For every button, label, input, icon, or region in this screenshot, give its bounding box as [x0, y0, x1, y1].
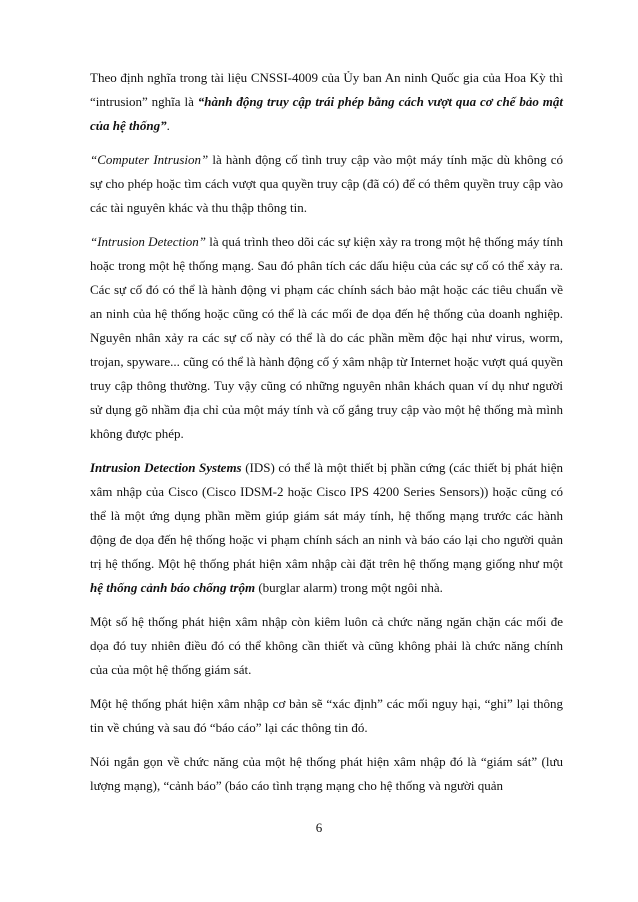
paragraph-basic-ids [90, 692, 563, 740]
paragraph-text: là hành động cố tình truy cập vào một máy tính mặc dù không có sự cho phép hoặc tìm cách vượt qua quyền truy cập (đã có) để có thêm quyền truy cập vào các tài nguyên khác và thu thập thông tin. [90, 152, 563, 215]
paragraph-text: . [166, 118, 170, 133]
paragraph-text: Một số hệ thống phát hiện xâm nhập còn kiêm luôn cả chức năng ngăn chặn các mối đe dọa đó tuy nhiên điều đó có thể không cần thiết và cũng không phải là chức năng chính của của một hệ thống giám sát. [90, 614, 563, 677]
paragraph-text: (burglar alarm) trong một ngôi nhà. [255, 580, 443, 595]
paragraph-text: là quá trình theo dõi các sự kiện xảy ra trong một hệ thống máy tính hoặc trong một hệ thống mạng. Sau đó phân tích các dấu hiệu của các sự cố có thể xảy ra. Các sự cố đó có thể là hành động vi phạm các chính sách bảo mật hoặc các tiêu chuẩn về an ninh của hệ thống hoặc cũng có thể là các mối đe dọa đến hệ thống của doanh nghiệp. Nguyên nhân xảy ra các sự cố này có thể là do các phần mềm độc hại như virus, worm, trojan, spyware... cũng có thể là hành động cố ý xâm nhập từ Internet hoặc vượt quá quyền truy cập thông thường. Tuy vậy cũng có những nguyên nhân khách quan ví dụ như người sử dụng gõ nhầm địa chỉ của một máy tính và cố gắng truy cập vào một hệ thống mà mình không được phép. [90, 234, 563, 441]
term-computer-intrusion: “Computer Intrusion” [90, 152, 209, 167]
paragraph-text: Nói ngắn gọn về chức năng của một hệ thống phát hiện xâm nhập đó là “giám sát” (lưu lượng mạng), “cảnh báo” (báo cáo tình trạng mạng cho hệ thống và người quản [90, 754, 563, 793]
paragraph-prevention [90, 610, 563, 682]
paragraph-computer-intrusion [90, 148, 563, 220]
page-number: 6 [315, 820, 323, 835]
paragraph-ids [90, 456, 563, 600]
paragraph-intrusion-detection [90, 230, 563, 446]
definition-emphasis: “hành động truy cập trái phép bằng cách vượt qua cơ chế bảo mật của hệ thống” [90, 94, 564, 133]
paragraph-text: Một hệ thống phát hiện xâm nhập cơ bản sẽ “xác định” các mối nguy hại, “ghi” lại thông tin về chúng và sau đó “báo cáo” lại các thông tin đó. [90, 696, 563, 735]
term-intrusion-detection: “Intrusion Detection” [90, 234, 206, 249]
term-intrusion-detection-systems: Intrusion Detection Systems [90, 460, 242, 475]
paragraph-cnssi-definition [90, 66, 563, 138]
burglar-alarm-emphasis: hệ thống cảnh báo chống trộm [90, 580, 256, 595]
paragraph-ids-functions [90, 750, 563, 798]
paragraph-text: Theo định nghĩa trong tài liệu CNSSI-4009 của Ủy ban An ninh Quốc gia của Hoa Kỳ thì “intrusion” nghĩa là [90, 70, 563, 109]
paragraph-text: (IDS) có thể là một thiết bị phần cứng (các thiết bị phát hiện xâm nhập của Cisco (Cisco IDSM-2 hoặc Cisco IPS 4200 Series Sensors)) hoặc cũng có thể là một ứng dụng phần mềm giúp giám sát máy tính, hệ thống mạng trước các hành động đe dọa đến hệ thống hoặc vi phạm chính sách an ninh và báo cáo lại cho người quản trị hệ thống. Một hệ thống phát hiện xâm nhập cài đặt trên hệ thống mạng giống như một [90, 460, 563, 571]
